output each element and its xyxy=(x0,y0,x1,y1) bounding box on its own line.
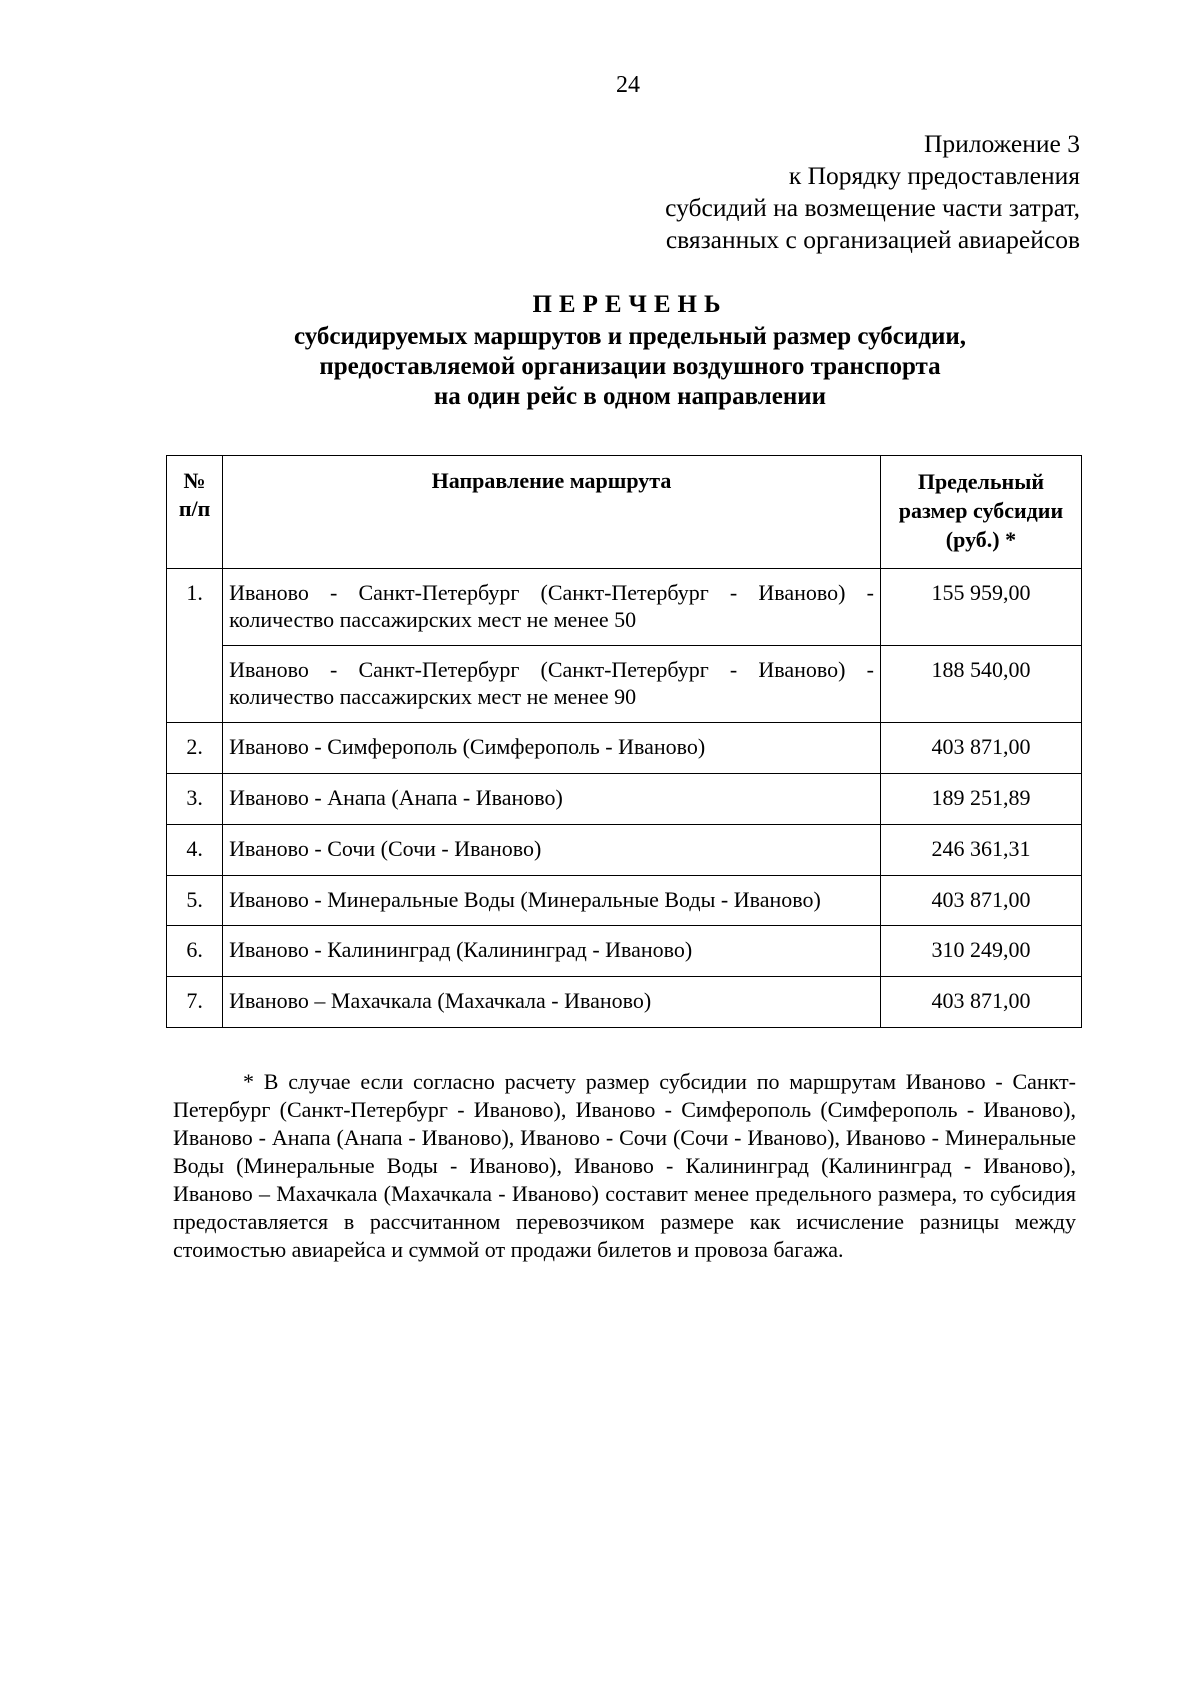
header-amount xyxy=(880,456,1081,569)
row-route: Иваново - Анапа (Анапа - Иваново) xyxy=(223,774,881,825)
row-route: Иваново - Санкт-Петербург (Санкт-Петербург - Иваново) - количество пассажирских мест не менее 50 xyxy=(223,569,881,646)
table-row xyxy=(167,825,1082,876)
row-route: Иваново - Симферополь (Симферополь - Иваново) xyxy=(223,723,881,774)
table-row xyxy=(167,723,1082,774)
row-number: 6. xyxy=(167,926,223,977)
table-header-row xyxy=(167,456,1082,569)
row-amount: 403 871,00 xyxy=(880,723,1081,774)
header-number-line: № xyxy=(183,468,206,493)
appendix-line: субсидий на возмещение части затрат, xyxy=(665,193,1080,222)
row-route: Иваново – Махачкала (Махачкала - Иваново) xyxy=(223,977,881,1028)
title-line: предоставляемой организации воздушного транспорта xyxy=(319,353,941,380)
document-title xyxy=(140,290,1120,412)
row-amount: 403 871,00 xyxy=(880,876,1081,926)
table-row xyxy=(167,926,1082,977)
row-amount: 189 251,89 xyxy=(880,774,1081,825)
page-number: 24 xyxy=(616,72,640,98)
appendix-line: к Порядку предоставления xyxy=(788,161,1080,190)
table-row xyxy=(167,977,1082,1028)
header-number-line: п/п xyxy=(178,496,211,521)
row-amount: 155 959,00 xyxy=(880,569,1081,646)
header-route: Направление маршрута xyxy=(223,456,881,569)
appendix-line: связанных с организацией авиарейсов xyxy=(665,225,1080,254)
table-row xyxy=(167,646,1082,723)
row-amount: 188 540,00 xyxy=(880,646,1081,723)
row-amount: 246 361,31 xyxy=(880,825,1081,876)
header-number xyxy=(167,456,223,569)
row-number: 3. xyxy=(167,774,223,825)
appendix-note xyxy=(560,128,1080,256)
header-amount-line: размер субсидии xyxy=(898,498,1064,523)
table-row xyxy=(167,774,1082,825)
row-number: 7. xyxy=(167,977,223,1028)
row-route: Иваново - Минеральные Воды (Минеральные Воды - Иваново) xyxy=(223,876,881,926)
table-row xyxy=(167,876,1082,926)
title-line: на один рейс в одном направлении xyxy=(433,383,827,410)
routes-table xyxy=(166,455,1082,1028)
row-number: 1. xyxy=(167,569,223,723)
row-number: 2. xyxy=(167,723,223,774)
row-number: 5. xyxy=(167,876,223,926)
row-route: Иваново - Санкт-Петербург (Санкт-Петербург - Иваново) - количество пассажирских мест не менее 90 xyxy=(223,646,881,723)
row-route: Иваново - Калининград (Калининград - Иваново) xyxy=(223,926,881,977)
title-heading: ПЕРЕЧЕНЬ xyxy=(532,291,728,318)
row-amount: 403 871,00 xyxy=(880,977,1081,1028)
row-number: 4. xyxy=(167,825,223,876)
header-amount-line: Предельный xyxy=(917,469,1045,494)
footnote-paragraph: * В случае если согласно расчету размер субсидии по маршрутам Иваново - Санкт-Петербург (Санкт-Петербург - Иваново), Иваново - Симферополь (Симферополь - Иваново), Иваново - Анапа (Анапа - Иваново), Иваново - Сочи (Сочи - Иваново), Иваново - Минеральные Воды (Минеральные Воды - Иваново), Иваново - Калининград (Калининград - Иваново), Иваново – Махачкала (Махачкала - Иваново) составит менее предельного размера, то субсидия предоставляется в рассчитанном перевозчиком размере как исчисление разницы между стоимостью авиарейса и суммой от продажи билетов и провоза багажа. xyxy=(173,1069,1076,1262)
appendix-line: Приложение 3 xyxy=(924,129,1080,158)
row-route: Иваново - Сочи (Сочи - Иваново) xyxy=(223,825,881,876)
row-amount: 310 249,00 xyxy=(880,926,1081,977)
header-amount-line: (руб.) * xyxy=(945,527,1017,552)
title-line: субсидируемых маршрутов и предельный размер субсидии, xyxy=(293,323,967,350)
table-row xyxy=(167,569,1082,646)
